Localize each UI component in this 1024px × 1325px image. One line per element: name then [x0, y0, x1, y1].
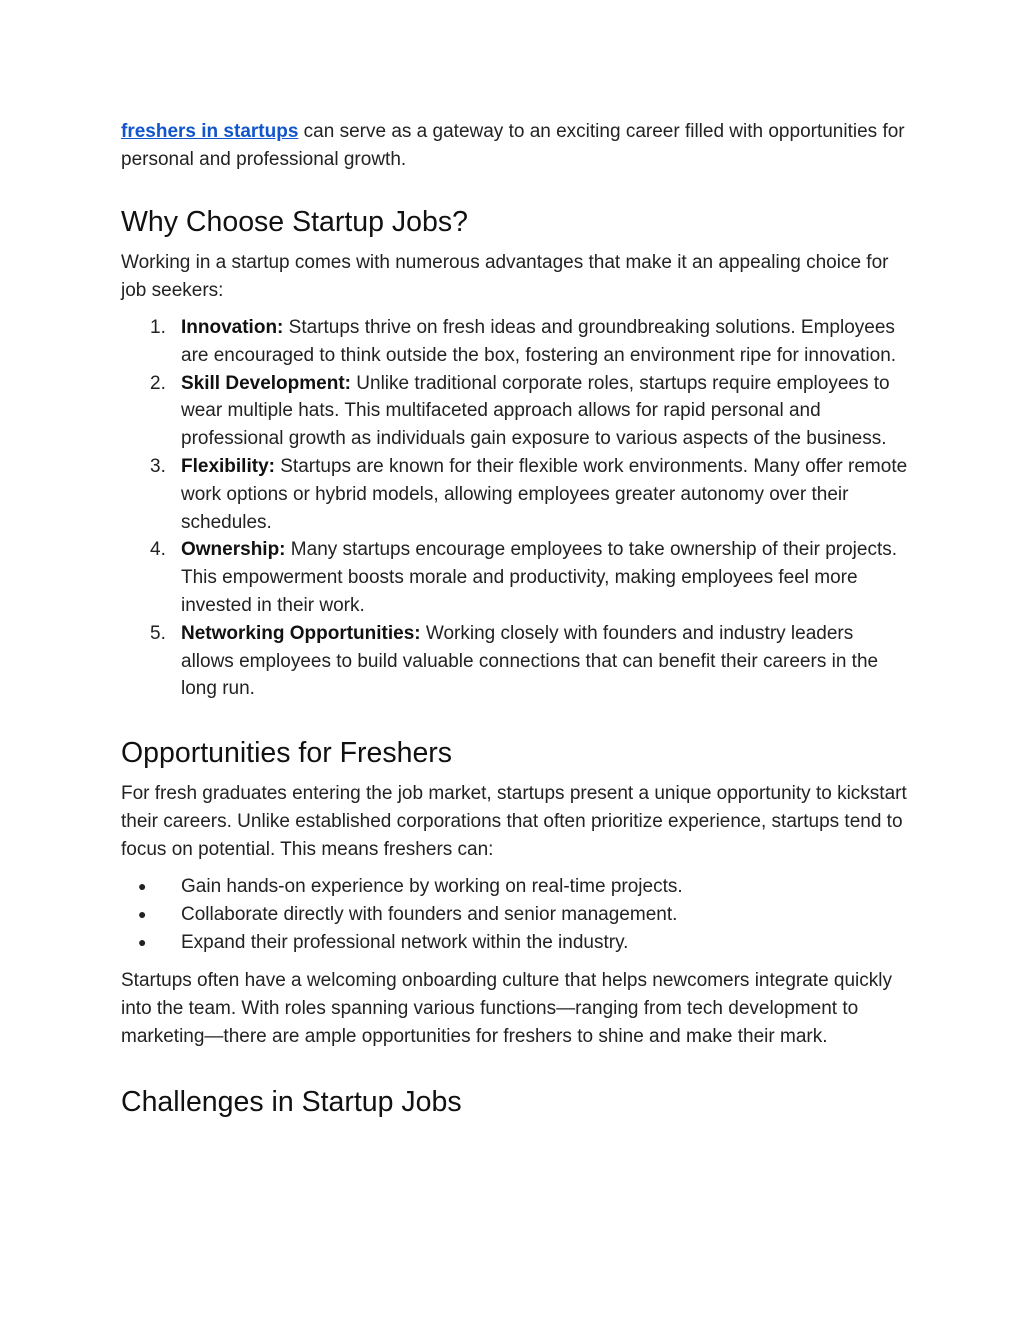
list-number: 5. — [150, 622, 166, 644]
list-number: 3. — [150, 455, 166, 477]
list-item — [121, 620, 911, 703]
list-item — [121, 314, 911, 370]
heading-challenges-in-startup-jobs: Challenges in Startup Jobs — [121, 1085, 462, 1118]
heading-opportunities-for-freshers: Opportunities for Freshers — [121, 737, 453, 770]
list-item-title: Networking Opportunities: — [181, 622, 421, 644]
freshers-closing-paragraph: Startups often have a welcoming onboarding culture that helps newcomers integrate quickly into the team. With roles spanning various functions—ranging from tech development to marketing—there are ample opportunities for freshers to shine and make their mark. — [121, 969, 892, 1047]
why-lead-paragraph: Working in a startup comes with numerous advantages that make it an appealing choice for job seekers: — [121, 252, 889, 301]
list-number: 2. — [150, 372, 166, 394]
intro-paragraph — [121, 118, 911, 174]
bullet-icon: ● — [138, 933, 147, 950]
bullet-text: Collaborate directly with founders and senior management. — [181, 903, 678, 925]
freshers-lead-paragraph: For fresh graduates entering the job market, startups present a unique opportunity to kickstart their careers. Unlike established corporations that often prioritize experience, startups tend to focus on potential. This means freshers can: — [121, 783, 907, 861]
list-item — [121, 370, 911, 453]
bullet-icon: ● — [138, 878, 147, 895]
list-item — [121, 929, 911, 957]
list-item-title: Innovation: — [181, 317, 284, 338]
advantages-list — [121, 314, 911, 703]
list-item — [121, 901, 911, 929]
list-item — [121, 453, 911, 536]
heading-why-choose-startup-jobs: Why Choose Startup Jobs? — [121, 206, 468, 238]
list-item-title: Flexibility: — [181, 455, 275, 477]
list-item-title: Ownership: — [181, 539, 286, 561]
document-page — [121, 118, 911, 1119]
list-item — [121, 536, 911, 619]
list-number: 1. — [150, 317, 166, 338]
list-number: 4. — [150, 539, 166, 561]
bullet-icon: ● — [138, 905, 147, 922]
list-item — [121, 873, 911, 901]
bullet-text: Gain hands-on experience by working on real-time projects. — [181, 876, 683, 898]
list-item-text: Working closely with founders and industry leaders allows employees to build valuable connections that can benefit their careers in the long run. — [181, 622, 879, 700]
bullet-text: Expand their professional network within the industry. — [181, 931, 629, 953]
list-item-title: Skill Development: — [181, 372, 351, 394]
list-item-text: Many startups encourage employees to take ownership of their projects. This empowerment boosts morale and productivity, making employees feel more invested in their work. — [181, 539, 898, 616]
list-item-text: Startups thrive on fresh ideas and groundbreaking solutions. Employees are encouraged to think outside the box, fostering an environment ripe for innovation. — [181, 317, 897, 366]
freshers-in-startups-link[interactable]: freshers in startups — [121, 121, 299, 142]
freshers-bullet-list — [121, 873, 911, 956]
intro-text: can serve as a gateway to an exciting career filled with opportunities for personal and professional growth. — [121, 121, 905, 170]
list-item-text: Startups are known for their flexible work environments. Many offer remote work options or hybrid models, allowing employees greater autonomy over their schedules. — [181, 455, 908, 533]
list-item-text: Unlike traditional corporate roles, startups require employees to wear multiple hats. This multifaceted approach allows for rapid personal and professional growth as individuals gain exposure to various aspects of the business. — [181, 372, 890, 450]
